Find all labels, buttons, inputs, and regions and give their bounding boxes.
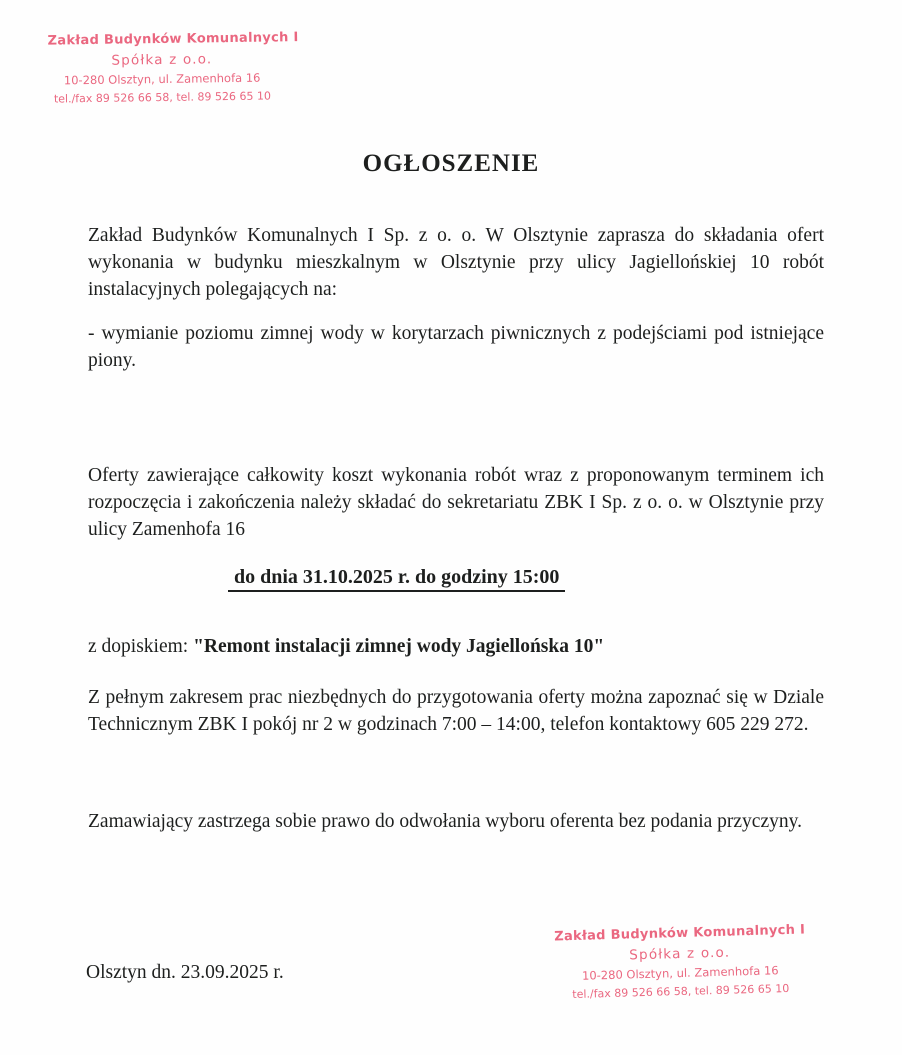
- stamp-address: 10-280 Olsztyn, ul. Zamenhofa 16: [63, 70, 261, 88]
- stamp-company-type: Spółka z o.o.: [629, 944, 731, 964]
- company-stamp-bottom: [554, 921, 806, 1004]
- place-and-date: Olsztyn dn. 23.09.2025 r.: [86, 962, 284, 983]
- paragraph-contact-info: Z pełnym zakresem prac niezbędnych do przygotowania oferty można zapoznać się w Dziale Technicznym ZBK I pokój nr 2 w godzinach 7:00 – 14:00, telefon kontaktowy 605 229 272.: [88, 687, 824, 735]
- paragraph-intro: Zakład Budynków Komunalnych I Sp. z o. o. W Olsztynie zaprasza do składania ofert wykonania w budynku mieszkalnym w Olsztynie przy ulicy Jagiellońskiej 10 robót instalacyjnych polegających na:: [88, 225, 824, 300]
- paragraph-offer-submission: Oferty zawierające całkowity koszt wykonania robót wraz z proponowanym terminem ich rozpoczęcia i zakończenia należy składać do sekretariatu ZBK I Sp. z o. o. w Olsztynie przy ulicy Zamenhofa 16: [88, 465, 824, 540]
- document-title: OGŁOSZENIE: [362, 150, 540, 177]
- stamp-phone: tel./fax 89 526 66 58, tel. 89 526 65 10: [572, 981, 790, 1001]
- annotation-quoted-title: "Remont instalacji zimnej wody Jagiellońska 10": [193, 636, 605, 657]
- paragraph-disclaimer: Zamawiający zastrzega sobie prawo do odwołania wyboru oferenta bez podania przyczyny.: [88, 811, 802, 832]
- company-stamp-top: [47, 28, 299, 107]
- deadline-text: do dnia 31.10.2025 r. do godziny 15:00: [228, 566, 565, 592]
- stamp-address: 10-280 Olsztyn, ul. Zamenhofa 16: [581, 963, 779, 983]
- stamp-company-type: Spółka z o.o.: [111, 51, 213, 69]
- stamp-phone: tel./fax 89 526 66 58, tel. 89 526 65 10: [53, 89, 272, 106]
- stamp-company-name: Zakład Budynków Komunalnych I: [47, 30, 299, 49]
- annotation-line: [88, 636, 824, 658]
- paragraph-work-scope: - wymianie poziomu zimnej wody w korytarzach piwnicznych z podejściami pod istniejące piony.: [88, 323, 824, 371]
- stamp-company-name: Zakład Budynków Komunalnych I: [554, 922, 806, 945]
- annotation-prefix: z dopiskiem:: [88, 636, 194, 657]
